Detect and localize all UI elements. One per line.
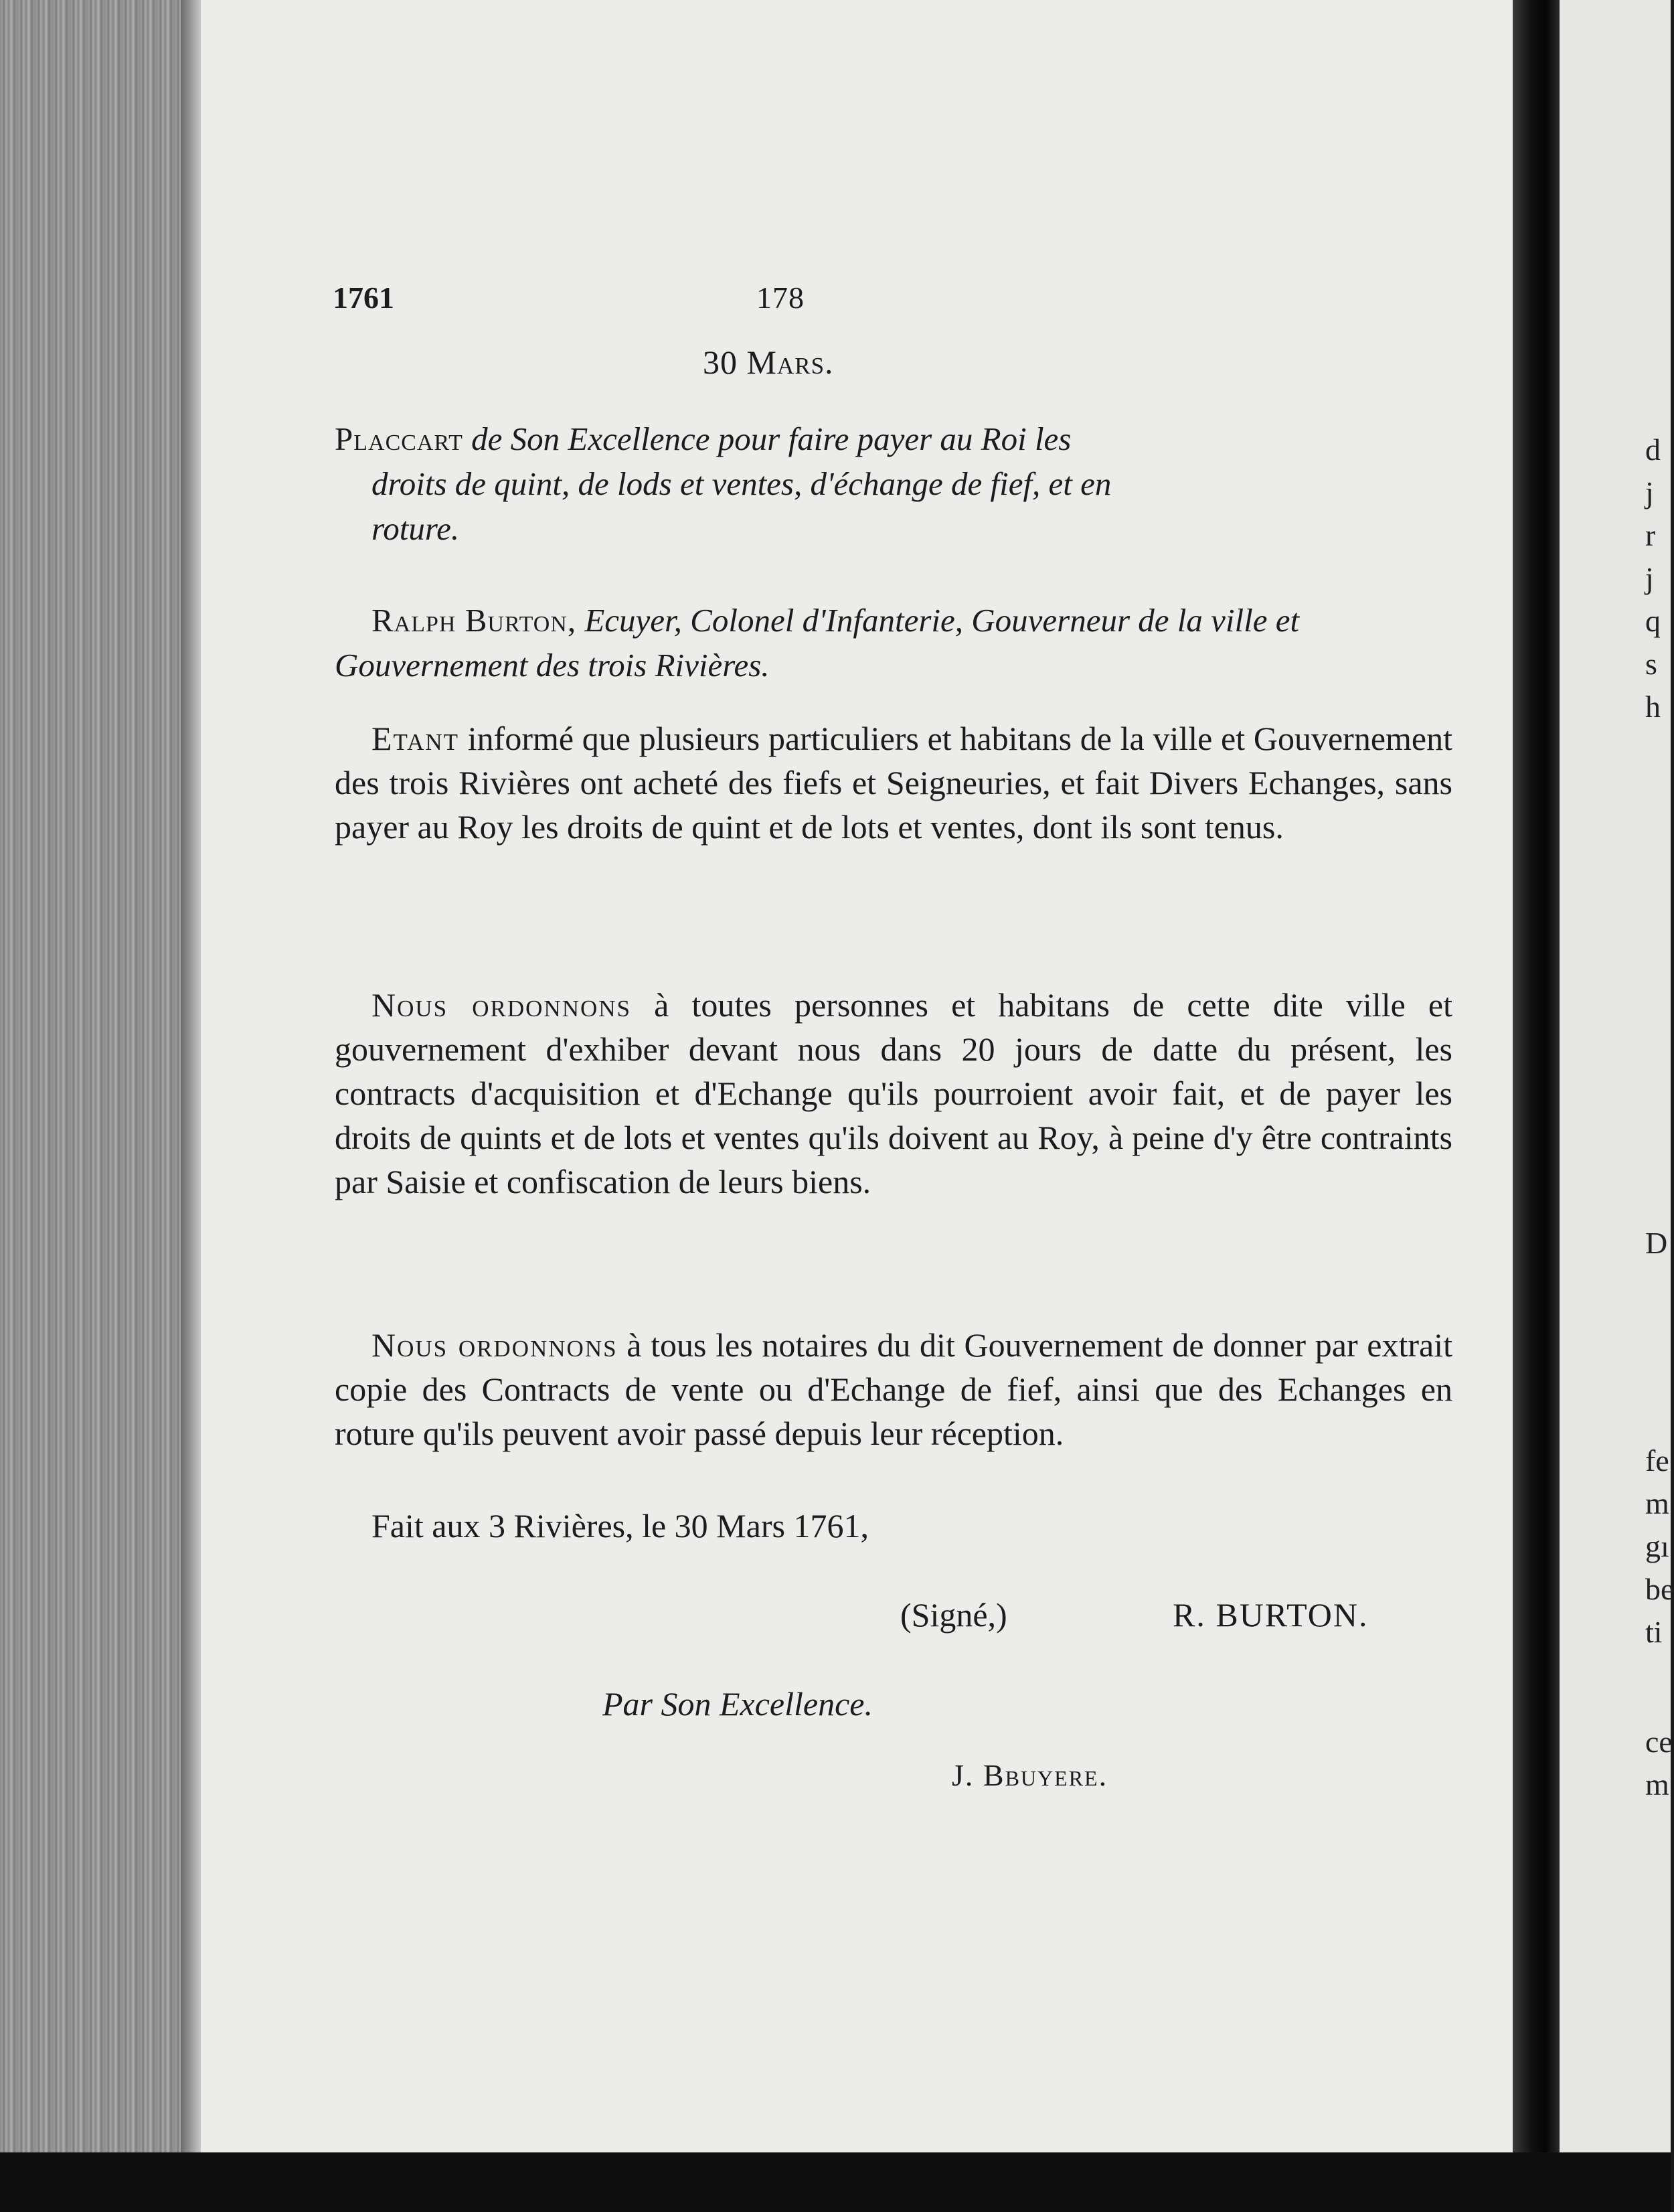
scan-border — [0, 2152, 1671, 2212]
secretary-name: J. Bbuyere. — [952, 1758, 1108, 1792]
paragraph-lead: Etant — [371, 720, 460, 757]
paragraph-lead: Nous ordonnons — [371, 986, 631, 1024]
paragraph-ordonnons-1 — [335, 983, 1452, 1204]
document-title — [335, 416, 1446, 551]
title-lead: Placcart — [335, 420, 463, 457]
fragment-letter: r — [1645, 518, 1656, 552]
paragraph-lead: Nous ordonnons — [371, 1326, 618, 1364]
facing-page-fragment — [1645, 1439, 1674, 1654]
signatory-name: R. BURTON. — [1173, 1596, 1369, 1634]
title-line3: roture. — [371, 510, 460, 547]
fragment-letter: be — [1645, 1572, 1674, 1606]
paragraph-text: à tous les notaires du dit Gouvernement de donner par extrait copie des Contracts de vente ou d'Echange de fief, ainsi que des Echanges en roture qu'ils peuvent avoir passé depuis leur réception. — [335, 1326, 1452, 1452]
fragment-letter: j — [1645, 561, 1654, 595]
fragment-letter: gı — [1645, 1529, 1669, 1563]
title-line1: de Son Excellence pour faire payer au Roi les — [463, 420, 1072, 457]
fragment-letter: s — [1645, 647, 1657, 681]
par-son-excellence: Par Son Excellence. — [602, 1685, 873, 1723]
title-line2: droits de quint, de lods et ventes, d'échange de fief, et en — [371, 465, 1112, 502]
page-gutter — [1513, 0, 1560, 2212]
paragraph-text: à toutes personnes et habitans de cette dite ville et gouvernement d'exhiber devant nous dans 20 jours de datte du présent, les contracts d'acquisition et d'Echange qu'ils pourroient avoir fait, et de payer les droits de quints et de lots et ventes qu'ils doivent au Roy, à peine d'y être contraints par Saisie et confiscation de leurs biens. — [335, 986, 1452, 1200]
fragment-letter: m — [1645, 1486, 1669, 1520]
issuer-name: Ralph Burton, — [371, 602, 577, 639]
fragment-letter: d — [1645, 432, 1661, 467]
facing-page — [1560, 0, 1671, 2162]
paragraph-ordonnons-2 — [335, 1323, 1452, 1455]
paragraph-text: informé que plusieurs particuliers et habitans de la ville et Gouvernement des trois Rivières ont acheté des fiefs et Seigneuries, et fait Divers Echanges, sans payer au Roy les droits de quint et de lots et ventes, dont ils sont tenus. — [335, 720, 1452, 846]
fragment-letter: fe — [1645, 1443, 1669, 1478]
issuer-line — [335, 598, 1446, 688]
issuer-description: Ecuyer, Colonel d'Infanterie, Gouverneur de la ville et Gouvernement des trois Rivières. — [335, 602, 1300, 684]
running-head-year: 1761 — [333, 281, 394, 315]
paragraph-etant — [335, 716, 1452, 849]
fragment-letter: h — [1645, 690, 1661, 724]
fragment-letter: D — [1645, 1226, 1668, 1260]
fragment-letter: ti — [1645, 1615, 1663, 1649]
facing-page-fragment — [1645, 1721, 1673, 1806]
fragment-letter: ce — [1645, 1725, 1673, 1759]
fragment-letter: j — [1645, 475, 1654, 509]
date-heading: 30 Mars. — [703, 343, 834, 381]
place-date-line: Fait aux 3 Rivières, le 30 Mars 1761, — [371, 1507, 869, 1545]
fragment-letter: m — [1645, 1767, 1669, 1802]
facing-page-fragment — [1645, 428, 1661, 728]
facing-page-fragment — [1645, 1222, 1667, 1265]
signe-label: (Signé,) — [900, 1596, 1007, 1634]
page-number: 178 — [756, 281, 805, 315]
book-edge — [0, 0, 201, 2212]
fragment-letter: q — [1645, 604, 1661, 638]
